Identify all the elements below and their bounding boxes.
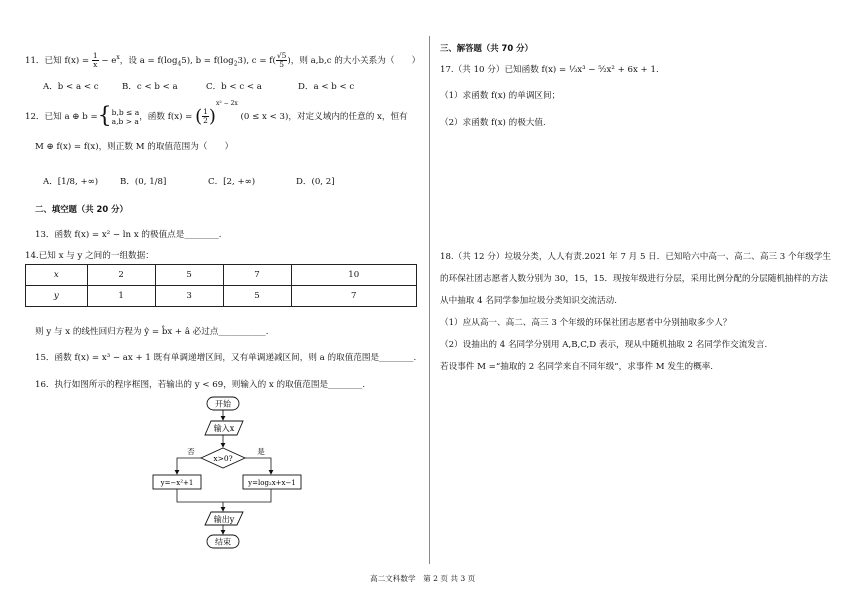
q18-line2: 的环保社团志愿者人数分别为 30，15，15．现按年级进行分层，采用比例分配的分层随机抽样的方法	[440, 274, 828, 284]
q12-case1: b,b ≤ a	[111, 107, 140, 117]
q12-option-a: A．[1/8, +∞)	[43, 177, 99, 187]
q11-text-d: )，则 a,b,c 的大小关系为（ ）	[287, 56, 421, 66]
q11-sup: x	[116, 54, 120, 62]
flow-end-label: 结束	[215, 537, 231, 547]
flow-yes-label: 是	[257, 447, 265, 456]
q16-text: 16．执行如图所示的程序框图，若输出的 y < 69，则输入的 x 的取值范围是________.	[35, 380, 366, 390]
table-cell: x	[26, 265, 88, 286]
q18-part1: （1）应从高一、高二、高三 3 个年级的环保社团志愿者中分别抽取多少人？	[440, 318, 732, 328]
q14-tail: 则 y 与 x 的线性回归方程为 ŷ = b̂x + â 必过点___________.	[35, 327, 269, 337]
q11-text-c: ，设 a = f(log	[119, 56, 178, 66]
flow-right-label: y=log₂x+x−1	[248, 479, 296, 487]
q11-text-c2: 5), b = f(log	[181, 56, 234, 66]
table-cell: 7	[223, 265, 291, 286]
q18-part2: （2）设抽出的 4 名同学分别用 A,B,C,D 表示，现从中随机抽取 2 名同学作交流发言.	[440, 340, 768, 350]
table-row	[26, 265, 417, 286]
frac-num: 1	[92, 51, 98, 60]
q12-line2: M ⊕ f(x) = f(x)，则正数 M 的取值范围为（ ）	[35, 142, 234, 152]
q11-text-a: 11．已知 f(x) =	[25, 56, 92, 66]
q18-line3: 从中抽取 4 名同学参加垃圾分类知识交流活动.	[440, 296, 617, 306]
q11-text-b: − e	[98, 56, 117, 66]
frac-den: x	[93, 60, 98, 69]
q11-option-d: D．a < b < c	[298, 82, 355, 92]
q11-sqrt-frac	[276, 52, 288, 69]
paren-left-icon: (	[195, 106, 203, 127]
flow-decision-label: x>0?	[213, 454, 233, 463]
q12-option-b: B．(0, 1/8]	[120, 177, 167, 187]
q17-stem: 17.（共 10 分）已知函数 f(x) = ⅓x³ − ⁵⁄₂x² + 6x + 1.	[440, 65, 659, 75]
flow-left-label: y=−x²+1	[160, 479, 194, 487]
flow-no-label: 否	[187, 447, 195, 456]
flow-input-label: 输入x	[213, 424, 235, 433]
q16-flowchart	[145, 392, 315, 554]
q12-exp: x² − 2x	[215, 100, 238, 107]
q12-text-b: ，函数 f(x) =	[139, 112, 196, 122]
q12-cases	[112, 108, 140, 126]
q11-frac	[92, 52, 99, 69]
q12-text-a: 12．已知 a ⊕ b =	[25, 112, 98, 122]
q17-part1: （1）求函数 f(x) 的单调区间；	[440, 91, 561, 101]
brace-icon: {	[97, 103, 112, 129]
table-row	[26, 286, 417, 307]
table-cell: 3	[155, 286, 223, 307]
q12-stem	[25, 100, 408, 127]
q18-line1: 18.（共 12 分）垃圾分类，人人有责.2021 年 7 月 5 日．已知哈六中高一、高二、高三 3 个年级学生	[440, 252, 831, 262]
paren-right-icon: )	[208, 106, 216, 127]
q11-stem	[25, 52, 420, 69]
q15-text: 15．函数 f(x) = x³ − ax + 1 既有单调递增区间，又有单调递减区间，则 a 的取值范围是________.	[35, 353, 417, 363]
frac-num: 1	[203, 107, 208, 116]
table-cell: y	[26, 286, 88, 307]
q12-option-c: C．[2, +∞)	[208, 177, 256, 187]
section-heading-answers: 三、解答题（共 70 分）	[440, 43, 533, 53]
q12-text-c: (0 ≤ x < 3)，对定义域内的任意的 x，恒有	[240, 112, 408, 122]
q12-case2: a,b > a	[111, 116, 139, 126]
q18-part3: 若设事件 M =“抽取的 2 名同学来自不同年级”，求事件 M 发生的概率.	[440, 362, 714, 372]
table-cell: 2	[87, 265, 155, 286]
frac-den: 2	[203, 116, 208, 125]
table-cell: 5	[155, 265, 223, 286]
q11-text-c3: 3), c = f(	[237, 56, 276, 66]
q17-part2: （2）求函数 f(x) 的极大值.	[440, 118, 546, 128]
q11-sub2: 2	[233, 60, 238, 68]
q11-option-c: C．b < c < a	[206, 82, 262, 92]
flow-output-label: 输出y	[213, 515, 235, 524]
table-cell: 7	[291, 286, 416, 307]
q13-text: 13．函数 f(x) = x² − ln x 的极值点是________.	[35, 230, 222, 240]
q11-sub4: 4	[177, 60, 182, 68]
q11-option-b: B．c < b < a	[122, 82, 178, 92]
frac-num: √5	[276, 51, 287, 60]
frac-den: 5	[279, 60, 284, 69]
column-divider	[429, 36, 430, 564]
table-cell: 5	[223, 286, 291, 307]
section-heading-fill-in: 二、填空题（共 20 分）	[35, 204, 128, 214]
q14-data-table	[25, 264, 417, 307]
table-cell: 1	[87, 286, 155, 307]
q14-stem: 14.已知 x 与 y 之间的一组数据：	[25, 251, 154, 261]
page-footer: 高二文科数学 第 2 页 共 3 页	[370, 574, 476, 583]
q12-half	[202, 108, 209, 125]
q12-option-d: D．(0, 2]	[296, 177, 335, 187]
flow-start-label: 开始	[215, 399, 231, 409]
q11-option-a: A．b < a < c	[43, 82, 99, 92]
table-cell: 10	[291, 265, 416, 286]
